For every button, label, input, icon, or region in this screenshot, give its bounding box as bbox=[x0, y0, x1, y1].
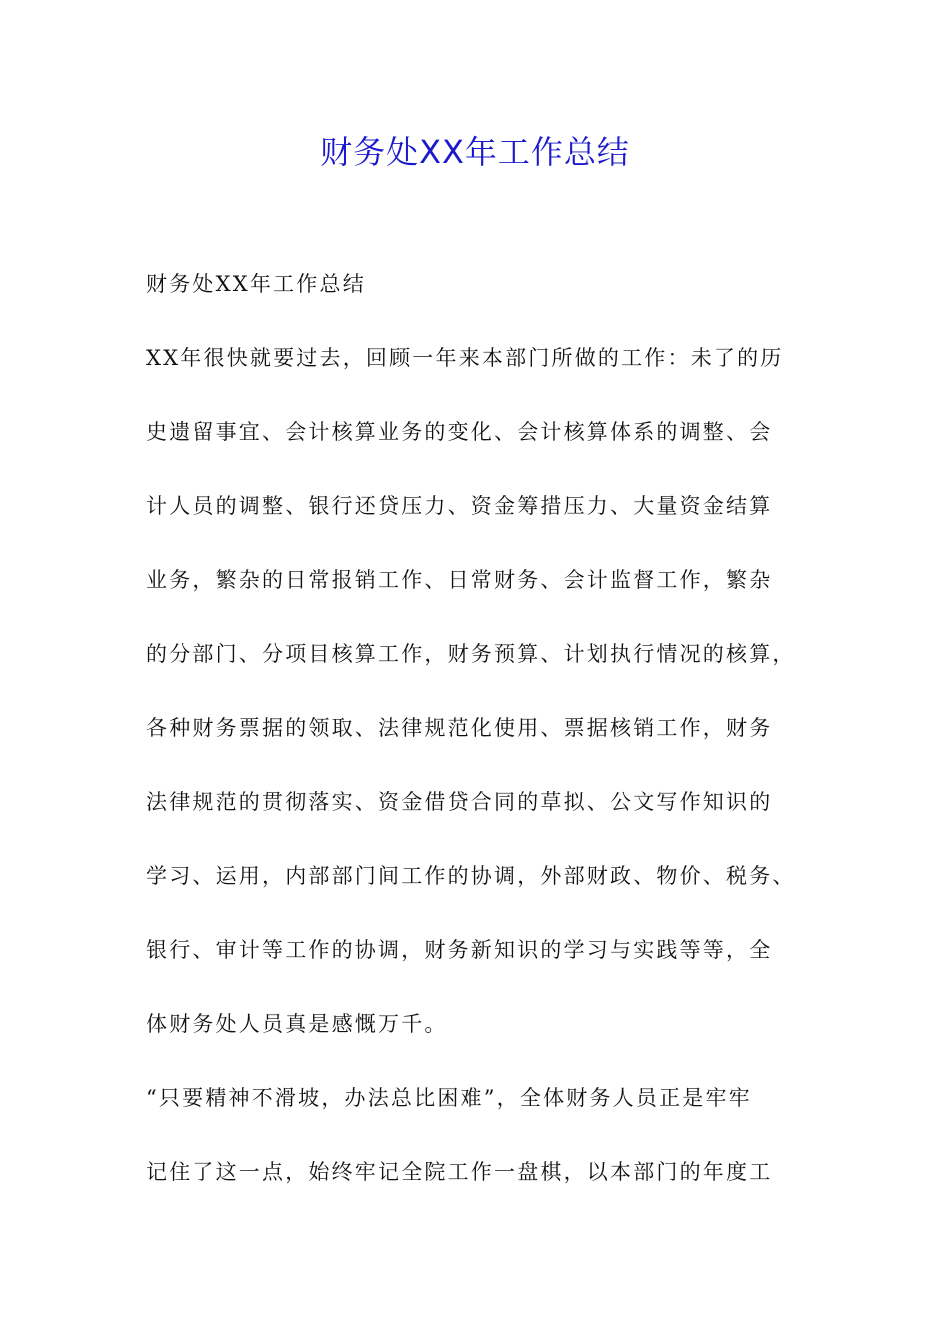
body-line: 学习、运用，内部部门间工作的协调，外部财政、物价、税务、 bbox=[146, 864, 796, 888]
body-line: 业务，繁杂的日常报销工作、日常财务、会计监督工作，繁杂 bbox=[146, 568, 773, 592]
body-line: XX年很快就要过去，回顾一年来本部门所做的工作：未了的历 bbox=[146, 346, 784, 370]
body-line: 的分部门、分项目核算工作，财务预算、计划执行情况的核算， bbox=[146, 642, 796, 666]
body-line: 计人员的调整、银行还贷压力、资金筹措压力、大量资金结算 bbox=[146, 494, 773, 518]
body-line: 财务处XX年工作总结 bbox=[146, 272, 366, 296]
body-line: 法律规范的贯彻落实、资金借贷合同的草拟、公文写作知识的 bbox=[146, 790, 773, 814]
body-line: 银行、审计等工作的协调，财务新知识的学习与实践等等，全 bbox=[146, 938, 773, 962]
body-line: 各种财务票据的领取、法律规范化使用、票据核销工作，财务 bbox=[146, 716, 773, 740]
document-body bbox=[146, 264, 826, 1226]
body-line: 体财务处人员真是感慨万千。 bbox=[146, 1012, 448, 1036]
body-line: “只要精神不滑坡，办法总比困难”，全体财务人员正是牢牢 bbox=[146, 1086, 752, 1110]
body-line: 史遗留事宜、会计核算业务的变化、会计核算体系的调整、会 bbox=[146, 420, 773, 444]
body-line: 记住了这一点，始终牢记全院工作一盘棋，以本部门的年度工 bbox=[146, 1160, 773, 1184]
document-title: 财务处XX年工作总结 bbox=[320, 133, 630, 171]
